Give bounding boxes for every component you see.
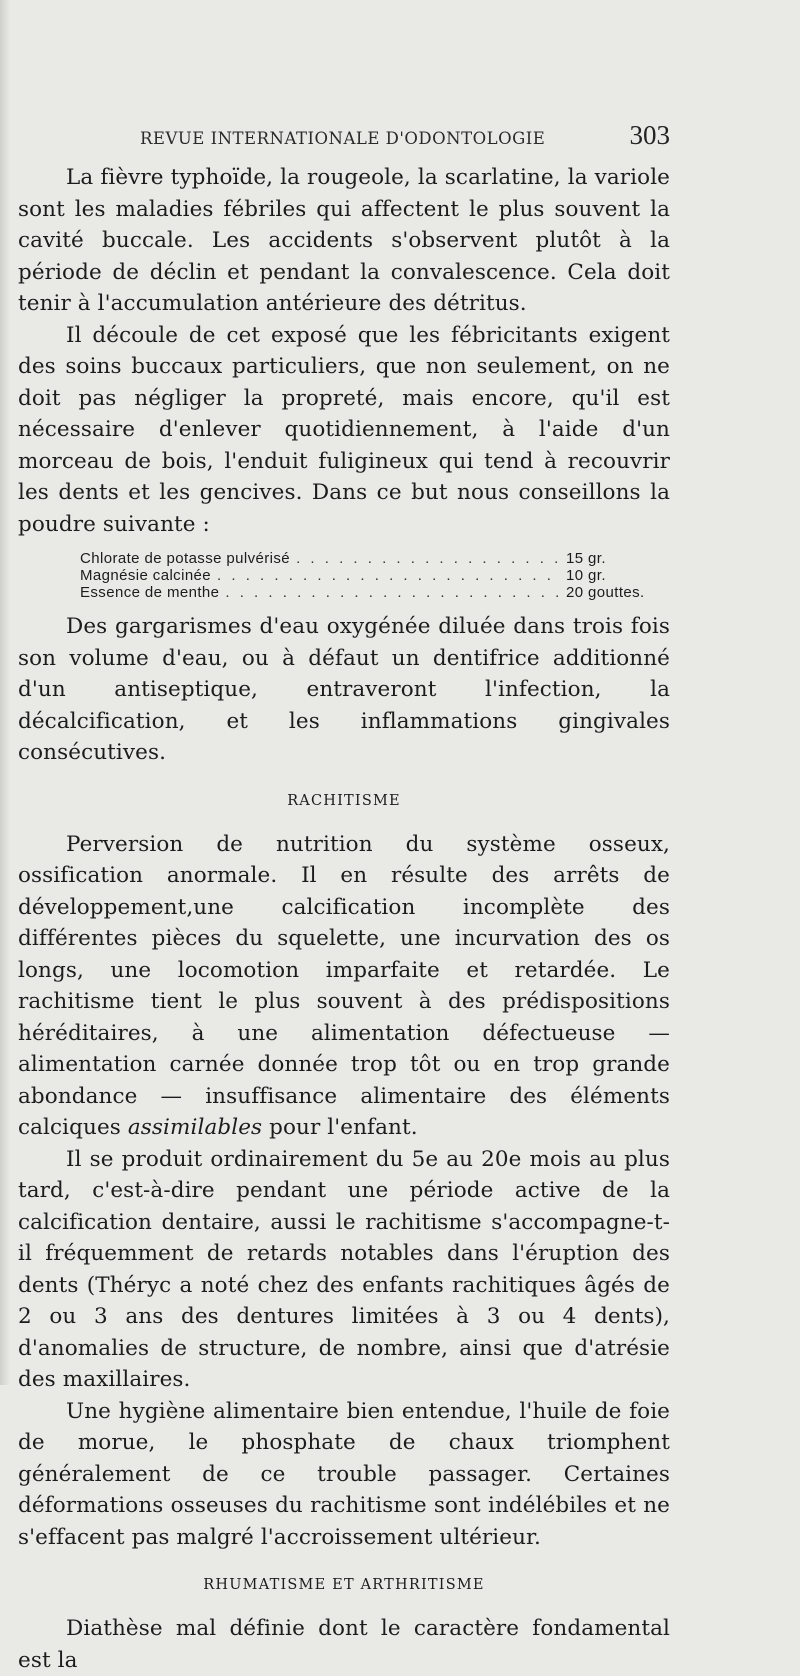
paragraph-care: Il découle de cet exposé que les fébricitants exigent des soins buccaux particuliers, que non seulement, on ne doit pas négliger la propreté, mais encore, qu'il est nécessaire d'enlever quotidiennement, à l'aide d'un morceau de bois, l'enduit fuligineux qui tend à recouvrir les dents et les gencives. Dans ce but nous conseillons la poudre suivante : [18,322,670,537]
paragraph-rachitisme-onset: Il se produit ordinairement du 5e au 20e mois au plus tard, c'est-à-dire pendant une période active de la calcification dentaire, aussi le rachitisme s'accompagne-t-il fréquemment de retards notables dans l'éruption des dents (Théryc a noté chez des enfants rachitiques âgés de 2 ou 3 ans des dentures limitées à 3 ou 4 dents), d'anomalies de structure, de nombre, ainsi que d'atrésie des maxillaires. [18,1146,670,1392]
recipe-quantity: 15 gr. [566,550,606,567]
section-title-rhumatisme: RHUMATISME ET ARTHRITISME [203,1577,485,1593]
leader-dots [225,584,560,601]
running-title: REVUE INTERNATIONALE D'ODONTOLOGIE [140,129,546,148]
page-number: 303 [629,120,670,150]
leader-dots [217,567,560,584]
paragraph-rachitisme-definition [18,829,670,1144]
powder-recipe [80,550,658,601]
paragraph-text: Perversion de nutrition du système osseux, ossification anormale. Il en résulte des arrêts de développement,une calcification incomplète des différentes pièces du squelette, une incurvation des os longs, une locomotion imparfaite et retardée. Le rachitisme tient le plus souvent à des prédispositions héréditaires, à une alimentation défectueuse — alimentation carnée donnée trop tôt ou en trop grande abondance — insuffisance alimentaire des éléments calciques [18,831,670,1140]
recipe-ingredient: Chlorate de potasse pulvérisé [80,550,291,567]
recipe-ingredient: Essence de menthe [80,584,220,601]
paragraph-rachitisme-treatment: Une hygiène alimentaire bien entendue, l'huile de foie de morue, le phosphate de chaux triomphent généralement de ce trouble passager. Certaines déformations osseuses du rachitisme sont indélébiles et ne s'effacent pas malgré l'accroissement ultérieur. [18,1398,670,1550]
recipe-row [80,550,658,567]
recipe-row [80,584,658,601]
recipe-quantity: 10 gr. [566,567,606,584]
page-spine-shadow [0,0,10,1385]
recipe-row [80,567,658,584]
section-title-rachitisme: RACHITISME [287,792,401,809]
paragraph-gargarisms: Des gargarismes d'eau oxygénée diluée dans trois fois son volume d'eau, ou à défaut un dentifrice additionné d'un antiseptique, entraveront l'infection, la décalcification, et les inflammations gingivales consécutives. [18,614,670,765]
paragraph-diathese: Diathèse mal définie dont le caractère fondamental est la [18,1616,670,1673]
paragraph-fevers: La fièvre typhoïde, la rougeole, la scarlatine, la variole sont les maladies fébriles qui affectent le plus souvent la cavité buccale. Les accidents s'observent plutôt à la période de déclin et pendant la convalescence. Cela doit tenir à l'accumulation antérieure des détritus. [18,165,670,316]
italic-term: assimilables [127,1115,263,1140]
paragraph-text-end: pour l'enfant. [262,1115,418,1140]
recipe-ingredient: Magnésie calcinée [80,567,212,584]
leader-dots [296,550,560,567]
page-body [18,162,670,1676]
running-header [140,120,670,151]
recipe-quantity: 20 gouttes. [566,584,645,601]
